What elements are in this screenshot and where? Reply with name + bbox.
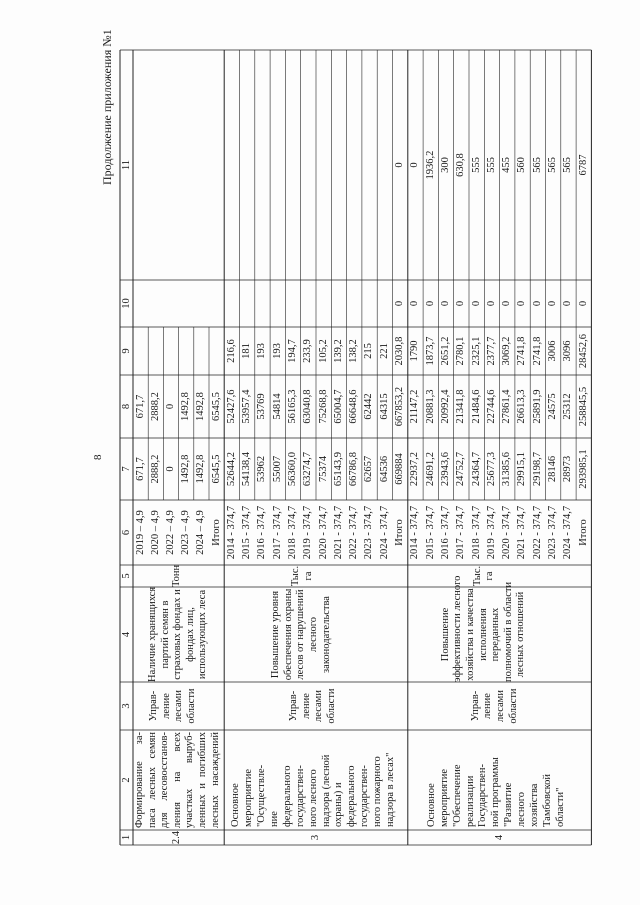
row4-col10: 0 (455, 300, 467, 307)
row4-col9: 3096 (562, 340, 574, 362)
row4-indicator-line: полномочий в области (502, 581, 514, 682)
row3-col7: 63274,7 (302, 451, 314, 487)
row4-col9: 2325,1 (470, 336, 482, 366)
row4-col7: 28973 (562, 455, 574, 483)
row4-number: 4 (493, 834, 505, 841)
row4-year: 2014 - 374,7 (409, 505, 421, 560)
row4-activity-line: "Обеспечение (451, 764, 463, 827)
row24-activity-line: ления на всех (171, 732, 183, 828)
row3-activity-line: государствен- (294, 765, 306, 827)
row3-indicator-line: законодательства (320, 596, 332, 673)
row24-indicator-line: партий семян в (159, 600, 171, 669)
row4-col11: 455 (501, 157, 513, 173)
row3-activity-line: мероприятие (243, 769, 255, 827)
row24-total-col7: 6545,5 (210, 454, 222, 484)
row4-year: 2023 - 374,7 (547, 505, 558, 560)
row4-responsible-line: Управ- (469, 690, 481, 722)
row4-year: 2021 - 374,7 (516, 505, 528, 560)
row24-activity-line: Формирование за- (134, 732, 145, 828)
row3-col8: 66648,6 (348, 389, 360, 424)
row4-col7: 22937,2 (409, 451, 421, 487)
row24-unit: Тонн (171, 564, 182, 587)
header-col-4: 4 (120, 631, 132, 638)
row4-activity-line: хозяйства (529, 783, 540, 827)
row3-activity-line: федерального (281, 765, 293, 827)
row24-col7: 1492,8 (195, 454, 207, 484)
row24-indicator-line: фондах лиц, (184, 607, 196, 662)
row4-year: 2018 - 374,7 (470, 505, 482, 560)
row4-indicator-line: Повышение (439, 607, 451, 662)
row4-col9: 1790 (409, 340, 421, 362)
row24-indicator-line: страховых фондах и (172, 589, 184, 680)
row4-col11: 300 (439, 157, 451, 173)
row3-col9: 105,2 (317, 339, 329, 363)
row4-indicator-line: переданных (490, 607, 502, 662)
row24-activity-line: для лесовосстанов- (159, 732, 171, 828)
row3-col7: 55007 (271, 455, 283, 483)
row3-activity-line: охраны) и (333, 782, 345, 827)
row4-col7: 29915,1 (516, 451, 528, 487)
row3-col8: 63040,8 (302, 389, 314, 424)
row3-year: 2015 - 374,7 (241, 505, 252, 560)
row4-col9: 3006 (547, 340, 558, 362)
row24-number: 2.4 (171, 830, 182, 845)
row4-col8: 25891,9 (531, 389, 543, 424)
row4-year: 2020 - 374,7 (501, 505, 513, 560)
row24-activity-line: паса лесных семян (146, 732, 158, 828)
row3-col9: 216,6 (225, 339, 237, 363)
row4-total-col9: 28452,6 (577, 333, 589, 369)
row4-col11: 630,8 (455, 153, 467, 177)
row4-total-col8: 258845,5 (577, 386, 589, 427)
row4-col7: 31385,6 (501, 451, 513, 487)
row3-responsible-line: Управ- (288, 690, 300, 722)
row4-year: 2019 - 374,7 (485, 505, 497, 560)
row3-unit-line: га (302, 571, 314, 581)
row4-col11: 565 (562, 157, 574, 173)
row4-indicator-line: исполнения (477, 608, 489, 661)
row3-col7: 66786,8 (348, 451, 360, 487)
row4-col7: 25677,3 (485, 451, 497, 487)
row3-year: 2017 - 374,7 (271, 505, 283, 560)
row3-col9: 193 (271, 343, 283, 359)
row4-activity-line: реализации (464, 775, 476, 827)
header-col-2: 2 (120, 777, 132, 783)
row3-year: 2024 - 374,7 (378, 505, 390, 560)
page-number: 8 (92, 454, 104, 460)
row24-col8: 1492,8 (195, 392, 207, 421)
row3-unit-line: Тыс. (290, 565, 302, 587)
row3-year: 2021 - 374,7 (332, 505, 344, 560)
row4-col8: 20881,3 (424, 389, 436, 424)
row4-col8: 22744,6 (485, 389, 497, 424)
row24-col7: 671,7 (134, 457, 146, 481)
row24-indicator-line: использующих леса (197, 589, 209, 680)
row3-indicator-line: обеспечения охраны (282, 588, 294, 681)
row3-col8: 62442 (363, 393, 375, 420)
row4-col8: 21484,6 (470, 389, 482, 424)
row4-total-label: Итого (577, 519, 589, 546)
row3-indicator-line: лесов от нарушений (295, 589, 307, 680)
row3-year: 2019 - 374,7 (302, 505, 314, 560)
row4-col10: 0 (562, 300, 574, 307)
row3-indicator-line: лесного (308, 617, 319, 652)
row3-col7: 52644,2 (225, 451, 237, 487)
row3-col8: 75268,8 (317, 389, 329, 424)
row4-col8: 20992,4 (439, 389, 451, 424)
row3-col8: 53957,4 (241, 389, 252, 424)
row4-year: 2015 - 374,7 (424, 505, 436, 560)
header-col-3: 3 (120, 703, 132, 709)
row4-col11: 0 (409, 162, 421, 168)
row4-col9: 2741,8 (516, 336, 528, 366)
row3-col7: 64536 (378, 455, 390, 483)
row4-col7: 24364,7 (470, 451, 482, 487)
row4-activity-line: Основное (425, 783, 437, 827)
row4-col8: 25312 (562, 393, 574, 420)
row4-col11: 1936,2 (424, 150, 436, 180)
row3-col7: 65143,9 (332, 451, 344, 487)
row3-activity-line: Основное (230, 783, 242, 827)
row24-responsible-line: Управ- (148, 690, 159, 722)
row4-col10: 0 (470, 300, 482, 307)
row3-col8: 52427,6 (225, 389, 237, 424)
row3-col8: 65004,7 (332, 389, 344, 424)
row3-total-col10: 0 (394, 300, 405, 307)
row4-col10: 0 (439, 300, 451, 307)
row24-col7: 1492,8 (180, 454, 192, 484)
row3-responsible-line: лесами (313, 690, 325, 722)
row24-activity-line: ленных и погибших (197, 732, 208, 828)
row4-indicator-line: хозяйства и качества (465, 588, 476, 681)
row3-col9: 233,9 (302, 339, 314, 363)
row3-col8: 53769 (256, 393, 268, 420)
header-col-5: 5 (120, 573, 132, 579)
row3-col7: 75374 (317, 455, 329, 483)
row4-col9: 2741,8 (531, 336, 543, 366)
row4-col7: 23943,6 (439, 451, 451, 487)
row3-year: 2022 - 374,7 (348, 505, 360, 560)
row4-year: 2024 - 374,7 (562, 505, 574, 560)
row3-activity-line: надзора в лесах" (385, 752, 396, 827)
row24-responsible-line: ление (160, 693, 172, 719)
row3-col8: 54814 (271, 393, 283, 420)
row24-responsible-line: области (185, 688, 197, 724)
header-col-8: 8 (120, 403, 132, 410)
row3-responsible-line: ление (300, 693, 312, 719)
row4-col10: 0 (409, 300, 421, 307)
header-col-7: 7 (120, 466, 132, 472)
continuation-title: Продолжение приложения №1 (100, 29, 114, 185)
row4-year: 2022 - 374,7 (531, 505, 543, 560)
row24-total-col8: 6545,5 (210, 392, 222, 421)
row4-col7: 28146 (547, 455, 558, 483)
row3-total-col9: 2030,8 (394, 336, 405, 366)
row24-col8: 1492,8 (180, 392, 192, 421)
row4-responsible-line: области (507, 688, 519, 724)
row4-col11: 560 (516, 157, 528, 173)
row3-activity-line: ного пожарного (372, 756, 384, 827)
row3-year: 2020 - 374,7 (317, 505, 329, 560)
header-col-9: 9 (120, 348, 132, 354)
row4-activity-line: мероприятие (438, 769, 450, 827)
row3-col9: 215 (363, 343, 375, 359)
row3-activity-line: надзора (лесной (320, 754, 332, 827)
row3-col7: 54138,4 (241, 451, 252, 487)
row3-col9: 221 (378, 343, 390, 359)
row4-indicator-line: лесных отношений (515, 591, 527, 678)
row24-activity-line: лесных насаждений (209, 732, 221, 828)
row4-col8: 24575 (547, 393, 558, 420)
row4-responsible-line: ление (482, 693, 494, 719)
row3-activity-line: ние (268, 811, 280, 827)
row4-col9: 2780,1 (455, 336, 467, 366)
row3-col9: 193 (256, 343, 268, 359)
row4-col8: 27861,4 (501, 389, 513, 424)
row3-total-col7: 669884 (394, 453, 405, 485)
row3-col9: 138,2 (348, 339, 360, 363)
row3-col7: 53962 (256, 455, 268, 483)
row3-col9: 194,7 (286, 339, 298, 363)
row4-col11: 555 (485, 157, 497, 173)
row4-unit-line: га (484, 571, 496, 581)
row4-total-col10: 0 (577, 300, 589, 307)
row4-indicator-line: эффективности лесного (452, 575, 464, 682)
row3-year: 2016 - 374,7 (256, 505, 268, 560)
row24-responsible-line: лесами (173, 690, 185, 722)
row3-activity-line: федерального (346, 765, 358, 827)
row24-year: 2023 – 4,9 (180, 510, 192, 555)
header-col-6: 6 (120, 529, 132, 536)
row24-col8: 671,7 (134, 394, 146, 419)
row3-indicator-line: Повышение уровня (270, 590, 282, 679)
row4-activity-line: Государствен- (477, 764, 489, 827)
row4-col11: 555 (470, 157, 482, 173)
row4-col11: 565 (531, 157, 543, 173)
row24-year: 2019 – 4,9 (134, 510, 146, 555)
row3-year: 2014 - 374,7 (225, 505, 237, 560)
header-col-10: 10 (120, 298, 132, 309)
row3-responsible-line: области (326, 688, 337, 724)
row4-year: 2017 - 374,7 (455, 505, 467, 560)
row3-col9: 139,2 (332, 339, 344, 363)
row3-total-col8: 667853,2 (394, 386, 405, 427)
row24-total-label: Итого (210, 519, 222, 546)
row24-year: 2022 – 4,9 (164, 510, 176, 555)
row24-col7: 2888,2 (149, 454, 161, 484)
row3-year: 2018 - 374,7 (286, 505, 298, 560)
row4-unit-line: Тыс. (471, 565, 483, 587)
row24-col8: 0 (164, 403, 176, 410)
row3-col7: 56360,0 (286, 451, 298, 487)
row4-total-col11: 6787 (577, 154, 589, 176)
row4-col10: 0 (501, 300, 513, 307)
row4-total-col7: 293985,1 (577, 449, 589, 489)
row3-col8: 64315 (378, 393, 390, 420)
row4-col11: 565 (547, 157, 558, 173)
row3-activity-line: ного лесного (307, 769, 319, 827)
row3-total-col11: 0 (394, 162, 405, 168)
row24-col8: 2888,2 (149, 392, 161, 421)
row24-activity-line: участках выруб- (184, 732, 196, 828)
row4-col8: 21147,2 (409, 389, 421, 424)
row4-activity-line: ной программы (490, 757, 502, 827)
header-col-11: 11 (120, 159, 132, 171)
row3-year: 2023 - 374,7 (363, 505, 375, 560)
row3-col8: 56165,3 (286, 389, 298, 424)
row4-col7: 29198,7 (531, 451, 543, 487)
row3-number: 3 (310, 834, 321, 841)
row4-year: 2016 - 374,7 (439, 505, 451, 560)
row4-col9: 2377,7 (485, 336, 497, 366)
row4-col9: 1873,7 (424, 336, 436, 366)
row4-activity-line: "Развитие (503, 782, 515, 827)
row4-col10: 0 (516, 300, 528, 307)
row4-col10: 0 (531, 300, 543, 307)
header-col-1: 1 (120, 834, 132, 841)
row4-col10: 0 (547, 300, 558, 307)
row24-indicator-line: Наличие хранящихся (147, 586, 158, 682)
row24-year: 2024 – 4,9 (195, 510, 207, 555)
row3-total-label: Итого (394, 519, 405, 546)
row4-col10: 0 (424, 300, 436, 307)
row4-col9: 2651,2 (439, 336, 451, 366)
row3-activity-line: "Осуществле- (256, 764, 267, 827)
row4-activity-line: области" (554, 787, 566, 827)
row24-year: 2020 – 4,9 (149, 510, 161, 555)
row4-activity-line: Тамбовской (541, 773, 553, 827)
row4-col9: 3069,2 (501, 336, 513, 366)
row4-col8: 21341,8 (455, 389, 467, 424)
row4-col7: 24691,2 (424, 451, 436, 487)
row3-col7: 62657 (363, 455, 375, 483)
row4-responsible-line: лесами (495, 690, 506, 722)
row4-activity-line: лесного (516, 792, 528, 827)
row4-col7: 24752,7 (455, 451, 467, 487)
row4-col10: 0 (485, 300, 497, 307)
row4-col8: 26613,3 (516, 389, 528, 424)
row3-col9: 181 (241, 343, 252, 359)
row24-col7: 0 (164, 466, 176, 472)
row3-activity-line: государствен- (359, 765, 371, 827)
